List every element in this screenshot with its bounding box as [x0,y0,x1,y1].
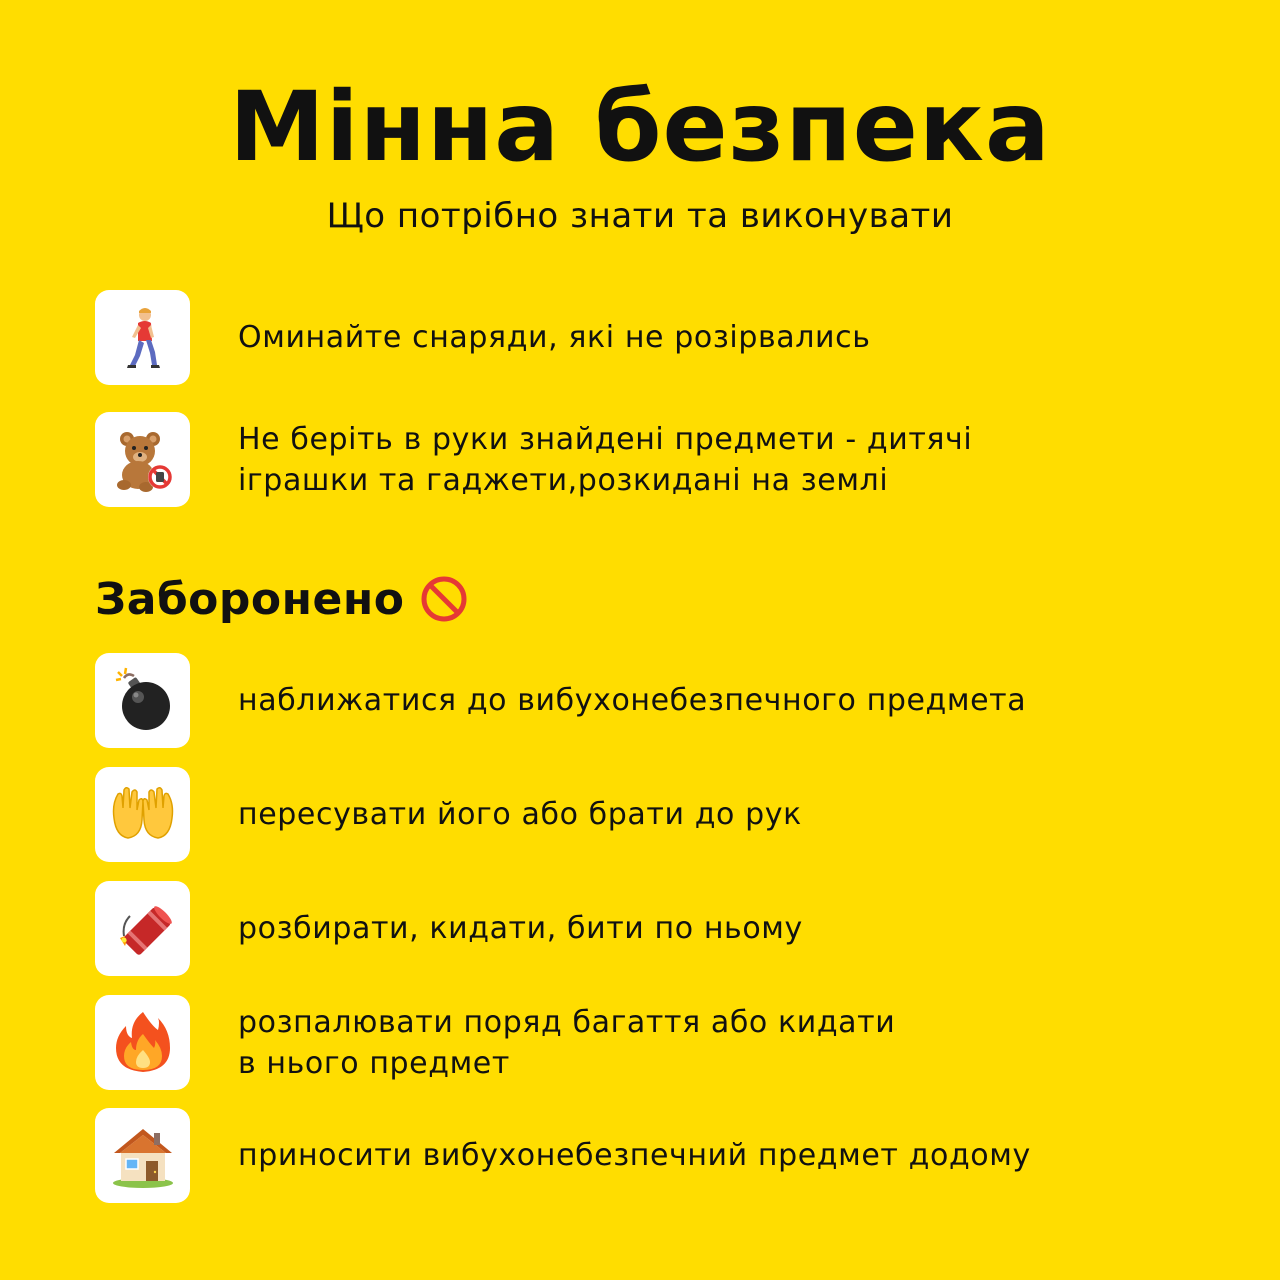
bomb-icon [108,666,178,736]
teddy-bear-prohibited-icon [108,425,178,495]
forbidden-text: пересувати його або брати до рук [238,797,802,832]
tip-text: Оминайте снаряди, які не розірвались [238,320,871,355]
fire-tile [95,995,190,1090]
forbidden-text: розпалювати поряд багаття або кидати в нього предмет [238,1004,896,1081]
forbidden-row-home [95,1108,1215,1203]
forbidden-text: наближатися до вибухонебезпечного предмета [238,683,1027,718]
forbidden-row-disassemble [95,881,1215,976]
raised-palms-icon [108,780,178,850]
tip-text: Не беріть в руки знайдені предмети - дитячі іграшки та гаджети,розкидані на землі [238,421,973,498]
bomb-tile [95,653,190,748]
forbidden-text: розбирати, кидати, бити по ньому [238,911,803,946]
forbidden-heading [95,568,469,630]
forbidden-row-fire [95,995,1215,1090]
fire-icon [108,1008,178,1078]
forbidden-heading-label: Заборонено [95,573,405,625]
firecracker-icon [108,894,178,964]
firecracker-tile [95,881,190,976]
forbidden-text: приносити вибухонебезпечний предмет додому [238,1138,1031,1173]
page-subtitle: Що потрібно знати та виконувати [326,196,954,236]
forbidden-row-move [95,767,1215,862]
page-title: Мінна безпека [229,71,1051,183]
tip-row-avoid-shells [95,290,1215,385]
house-tile [95,1108,190,1203]
house-icon [108,1121,178,1191]
teddy-bear-tile [95,412,190,507]
prohibited-icon [419,574,469,624]
tip-row-dont-touch [95,412,1215,507]
walking-person-tile [95,290,190,385]
palms-tile [95,767,190,862]
walking-person-icon [108,303,178,373]
forbidden-row-approach [95,653,1215,748]
